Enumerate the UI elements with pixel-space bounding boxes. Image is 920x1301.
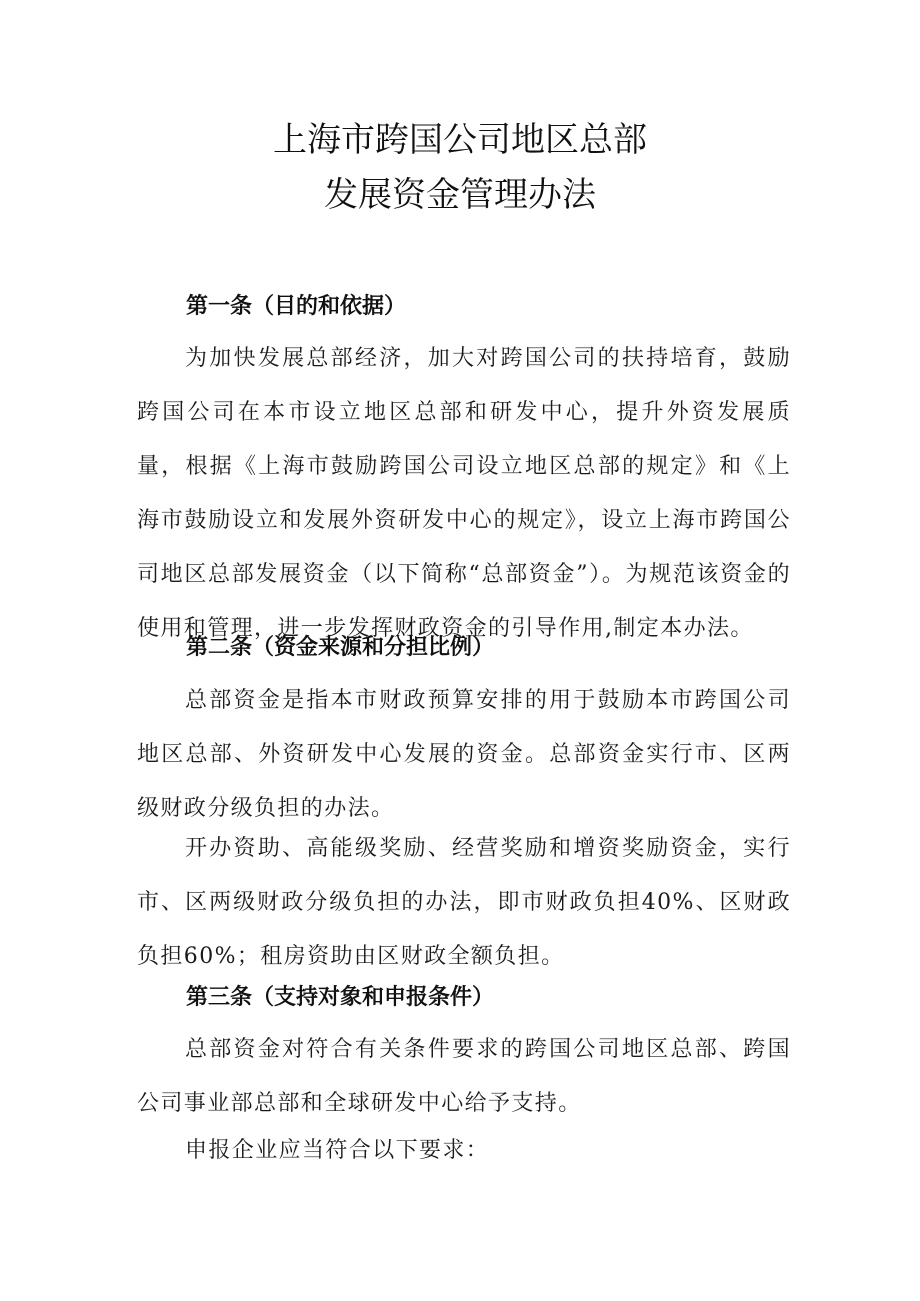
article-3-paragraph-1: 总部资金对符合有关条件要求的跨国公司地区总部、跨国公司事业部总部和全球研发中心给予支持。 xyxy=(137,1037,791,1116)
article-3-heading: 第三条（支持对象和申报条件） xyxy=(186,985,495,1010)
article-1-paragraph-1: 为加快发展总部经济，加大对跨国公司的扶持培育，鼓励跨国公司在本市设立地区总部和研发中心，提升外资发展质量，根据《上海市鼓励跨国公司设立地区总部的规定》和《上海市鼓励设立和发展外资研发中心的规定》，设立上海市跨国公司地区总部发展资金（以下简称“总部资金”）。为规范该资金的使用和管理，进一步发挥财政资金的引导作用,制定本办法。 xyxy=(137,346,791,641)
article-3-paragraph-2: 申报企业应当符合以下要求： xyxy=(185,1138,490,1163)
document-title-line-2: 发展资金管理办法 xyxy=(324,175,596,215)
article-1-heading: 第一条（目的和依据） xyxy=(186,294,407,319)
article-2-heading: 第二条（资金来源和分担比例） xyxy=(186,635,495,660)
document-title-line-1: 上海市跨国公司地区总部 xyxy=(273,120,647,160)
article-2-paragraph-1: 总部资金是指本市财政预算安排的用于鼓励本市跨国公司地区总部、外资研发中心发展的资金。总部资金实行市、区两级财政分级负担的办法。 xyxy=(137,688,791,821)
article-2-paragraph-2: 开办资助、高能级奖励、经营奖励和增资奖励资金，实行市、区两级财政分级负担的办法，即市财政负担40%、区财政负担60%；租房资助由区财政全额负担。 xyxy=(137,836,791,969)
